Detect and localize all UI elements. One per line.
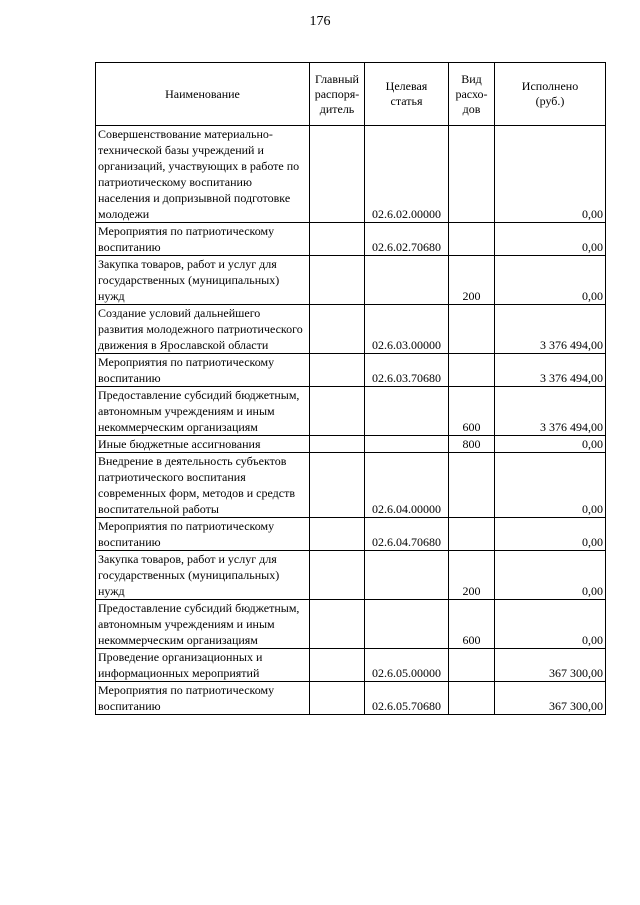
cell-executed: 3 376 494,00: [495, 387, 606, 436]
cell-executed: 0,00: [495, 453, 606, 518]
cell-manager: [310, 354, 365, 387]
table-row: [96, 600, 606, 649]
cell-manager: [310, 551, 365, 600]
cell-name: Внедрение в деятельность субъектов патриотического воспитания современных форм, методов и средств воспитательной работы: [96, 453, 310, 518]
budget-table: [95, 62, 606, 715]
cell-kind: 600: [449, 387, 495, 436]
cell-kind: [449, 649, 495, 682]
table-row: [96, 387, 606, 436]
cell-manager: [310, 387, 365, 436]
cell-target: 02.6.02.70680: [365, 223, 449, 256]
cell-manager: [310, 453, 365, 518]
table-row: [96, 354, 606, 387]
cell-target: 02.6.05.00000: [365, 649, 449, 682]
cell-kind: [449, 453, 495, 518]
table-row: [96, 223, 606, 256]
header-target: Целевая статья: [365, 63, 449, 126]
cell-executed: 0,00: [495, 600, 606, 649]
cell-target: [365, 551, 449, 600]
cell-name: Предоставление субсидий бюджетным, автономным учреждениям и иным некоммерческим организациям: [96, 387, 310, 436]
cell-manager: [310, 223, 365, 256]
cell-kind: [449, 682, 495, 715]
table-row: [96, 682, 606, 715]
cell-target: [365, 387, 449, 436]
cell-executed: 0,00: [495, 551, 606, 600]
cell-kind: 200: [449, 256, 495, 305]
cell-kind: [449, 518, 495, 551]
page-number: 176: [309, 14, 331, 29]
table-row: [96, 518, 606, 551]
cell-name: Мероприятия по патриотическому воспитанию: [96, 518, 310, 551]
cell-name: Закупка товаров, работ и услуг для государственных (муниципальных) нужд: [96, 256, 310, 305]
cell-manager: [310, 256, 365, 305]
cell-target: 02.6.03.70680: [365, 354, 449, 387]
cell-kind: 800: [449, 436, 495, 453]
cell-name: Мероприятия по патриотическому воспитанию: [96, 354, 310, 387]
cell-executed: 0,00: [495, 518, 606, 551]
cell-executed: 3 376 494,00: [495, 305, 606, 354]
cell-target: 02.6.04.70680: [365, 518, 449, 551]
cell-manager: [310, 682, 365, 715]
header-name: Наименование: [96, 63, 310, 126]
cell-name: Проведение организационных и информационных мероприятий: [96, 649, 310, 682]
cell-executed: 0,00: [495, 223, 606, 256]
cell-executed: 0,00: [495, 436, 606, 453]
cell-kind: [449, 354, 495, 387]
cell-manager: [310, 436, 365, 453]
cell-name: Мероприятия по патриотическому воспитанию: [96, 682, 310, 715]
table-row: [96, 649, 606, 682]
cell-manager: [310, 126, 365, 223]
cell-name: Предоставление субсидий бюджетным, автономным учреждениям и иным некоммерческим организациям: [96, 600, 310, 649]
cell-target: [365, 600, 449, 649]
cell-target: 02.6.05.70680: [365, 682, 449, 715]
cell-executed: 3 376 494,00: [495, 354, 606, 387]
cell-executed: 367 300,00: [495, 649, 606, 682]
table-row: [96, 305, 606, 354]
table-row: [96, 453, 606, 518]
cell-target: 02.6.02.00000: [365, 126, 449, 223]
cell-name: Мероприятия по патриотическому воспитанию: [96, 223, 310, 256]
table-row: [96, 126, 606, 223]
cell-name: Иные бюджетные ассигнования: [96, 436, 310, 453]
cell-target: 02.6.04.00000: [365, 453, 449, 518]
header-executed: Исполнено (руб.): [495, 63, 606, 126]
cell-name: Создание условий дальнейшего развития молодежного патриотического движения в Ярославской области: [96, 305, 310, 354]
cell-kind: [449, 126, 495, 223]
cell-target: 02.6.03.00000: [365, 305, 449, 354]
table-row: [96, 436, 606, 453]
cell-target: [365, 256, 449, 305]
cell-kind: [449, 305, 495, 354]
cell-kind: 600: [449, 600, 495, 649]
cell-name: Закупка товаров, работ и услуг для государственных (муниципальных) нужд: [96, 551, 310, 600]
table-row: [96, 551, 606, 600]
header-manager: Главный распоря- дитель: [310, 63, 365, 126]
cell-manager: [310, 518, 365, 551]
cell-manager: [310, 305, 365, 354]
cell-manager: [310, 600, 365, 649]
table-row: [96, 256, 606, 305]
cell-executed: 0,00: [495, 126, 606, 223]
cell-target: [365, 436, 449, 453]
table-header-row: [96, 63, 606, 126]
cell-kind: [449, 223, 495, 256]
cell-executed: 0,00: [495, 256, 606, 305]
cell-name: Совершенствование материально-технической базы учреждений и организаций, участвующих в работе по патриотическому воспитанию населения и допризывной подготовке молодежи: [96, 126, 310, 223]
header-kind: Вид расхо- дов: [449, 63, 495, 126]
cell-kind: 200: [449, 551, 495, 600]
cell-manager: [310, 649, 365, 682]
cell-executed: 367 300,00: [495, 682, 606, 715]
